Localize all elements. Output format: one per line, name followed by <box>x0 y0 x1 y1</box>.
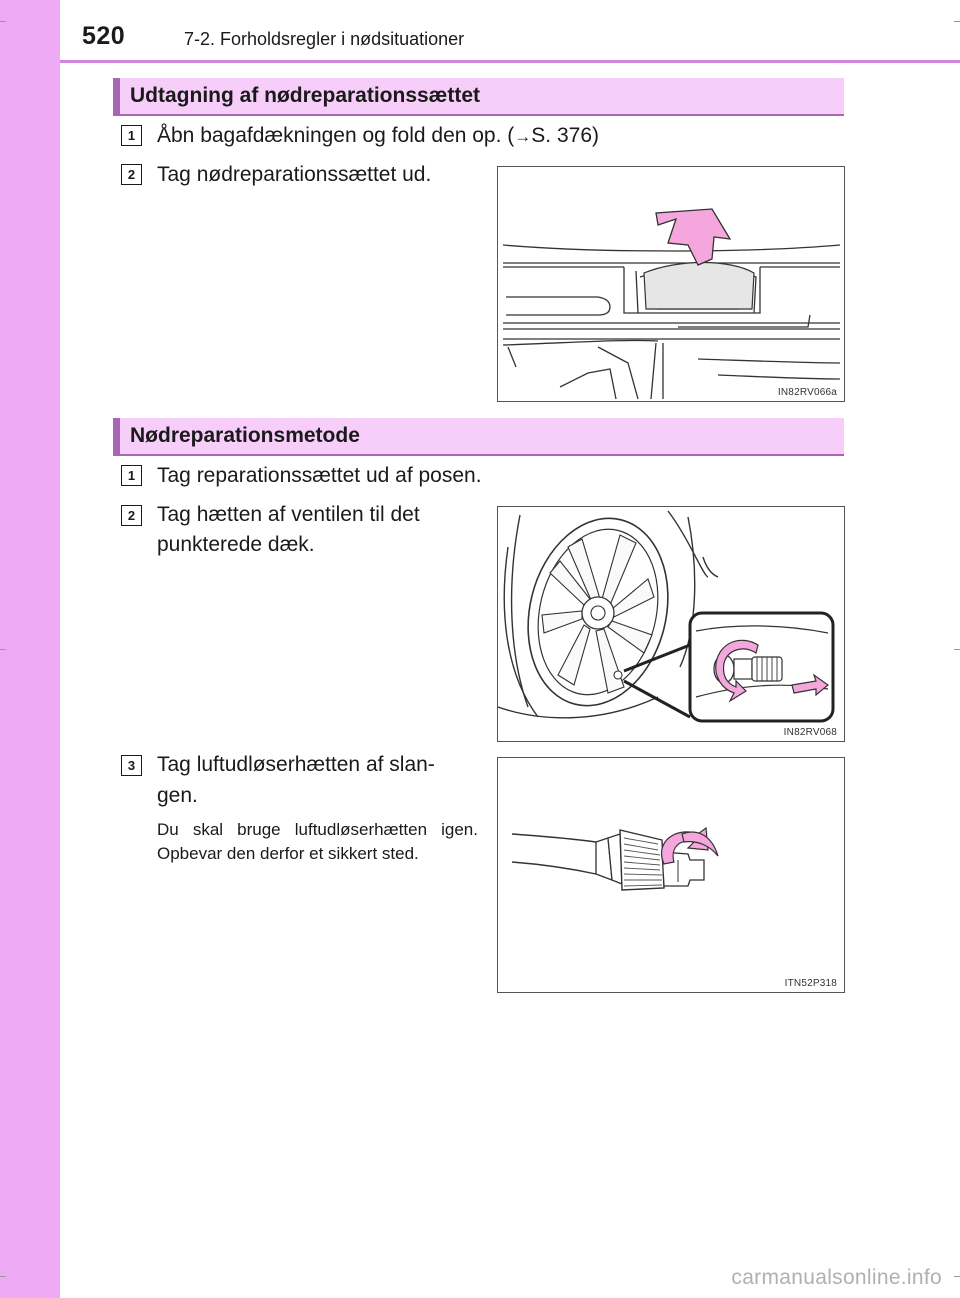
step-text-part: Åbn bagafdækningen og fold den op. ( <box>157 124 515 147</box>
header-rule <box>60 60 960 63</box>
trunk-illustration <box>498 167 844 401</box>
figure-valve-cap <box>497 506 845 742</box>
crop-mark-mid-right <box>954 649 960 650</box>
step-text-line: gen. <box>157 784 198 807</box>
lift-arrow <box>656 209 730 265</box>
hose-illustration <box>498 758 844 992</box>
figure-trunk-kit <box>497 166 845 402</box>
chapter-title: 7-2. Forholdsregler i nødsituationer <box>184 29 465 49</box>
step-number: 1 <box>121 465 142 486</box>
watermark: carmanualsonline.info <box>731 1266 942 1289</box>
section-accent <box>113 78 120 116</box>
crop-mark-top-right <box>954 21 960 22</box>
step-number: 1 <box>121 125 142 146</box>
crop-mark-top-left <box>0 21 6 22</box>
page-number: 520 <box>82 22 126 50</box>
step-number: 2 <box>121 164 142 185</box>
step-text-line: Tag luftudløserhætten af slan- <box>157 753 435 776</box>
step-number: 3 <box>121 755 142 776</box>
reference-arrow-icon: → <box>514 127 532 146</box>
step-number: 2 <box>121 505 142 526</box>
step-text: Tag reparationssættet ud af posen. <box>157 464 482 487</box>
figure-code: IN82RV066a <box>777 387 837 398</box>
side-color-band <box>0 0 60 1298</box>
step-text-line: Tag hætten af ventilen til det <box>157 503 420 526</box>
figure-hose-cap <box>497 757 845 993</box>
wheel-illustration <box>498 507 844 741</box>
section-accent <box>113 418 120 456</box>
step-text-line: punkterede dæk. <box>157 533 315 556</box>
section-title: Nødreparationsmetode <box>130 424 360 447</box>
step-text <box>157 121 599 152</box>
note-text: Du skal bruge luftudløserhætten igen. Opbevar den derfor et sikkert sted. <box>157 820 478 863</box>
crop-mark-mid-left <box>0 649 6 650</box>
section-title: Udtagning af nødreparationssættet <box>130 84 481 107</box>
crop-mark-bottom-right <box>954 1276 960 1277</box>
crop-mark-bottom-left <box>0 1276 6 1277</box>
figure-code: IN82RV068 <box>783 727 837 738</box>
figure-code: ITN52P318 <box>784 978 837 989</box>
page-reference[interactable]: S. 376) <box>531 124 599 147</box>
section-header-method <box>113 418 844 456</box>
section-header-removal <box>113 78 844 116</box>
step-text: Tag nødreparationssættet ud. <box>157 163 432 186</box>
